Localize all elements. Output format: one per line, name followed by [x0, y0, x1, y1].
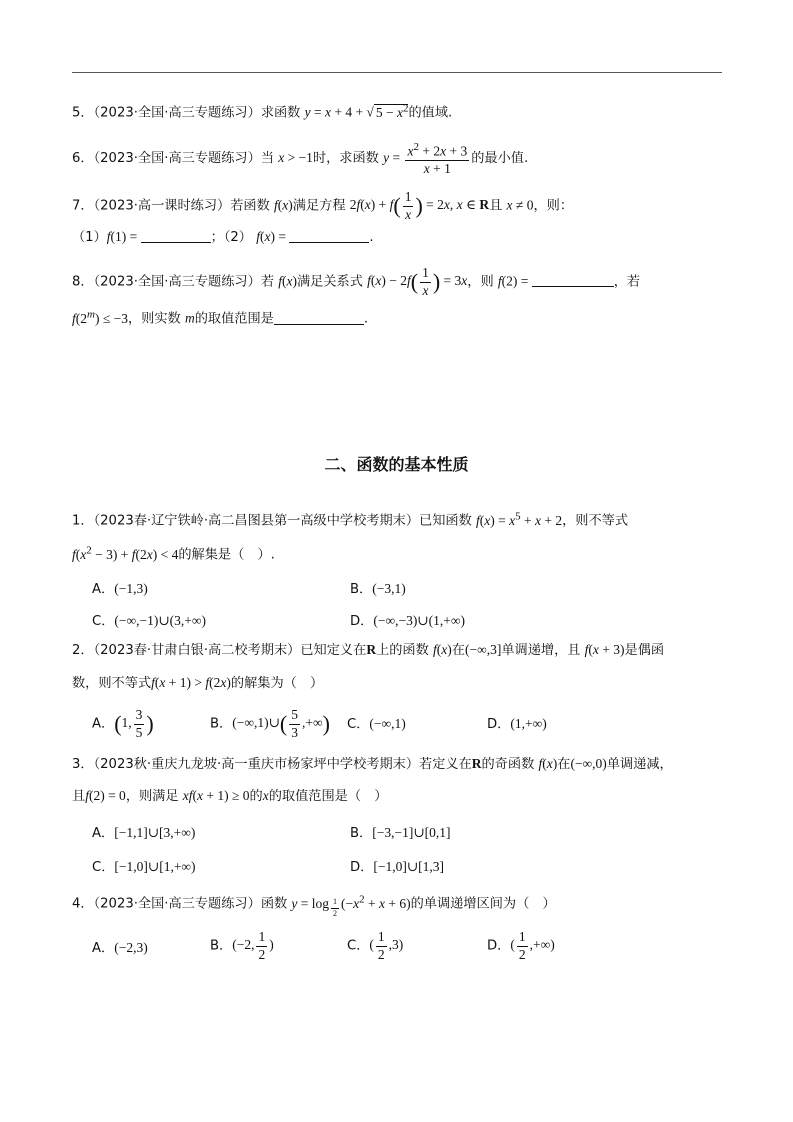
formula: x > −1 [278, 150, 313, 166]
formula: $f(x^2 - 3) + f(2x) < 4$ [72, 544, 179, 562]
problem-1: 1．（2023春·辽宁铁岭·高二昌图县第一高级中学校考期末）已知函数 $f(x) = x^5 + x + 2$，则不等式 [72, 510, 629, 529]
formula: $f(x) = x^5 + x + 2$ [476, 510, 563, 528]
option-b[interactable]: B．[−3,−1]∪[0,1] [350, 825, 451, 841]
option-a[interactable]: A．(−1,3) [92, 581, 148, 597]
option-b[interactable]: B．(−2, $\frac{1}{2}$ ) [210, 929, 274, 962]
option-a[interactable]: A．(−2,3) [92, 940, 148, 956]
formula: f(x) − 2f( $\frac{1}{x}$ ) = 3x [367, 265, 468, 298]
formula: y = x + 4 + √ $5 - x^2$ [304, 102, 409, 120]
option-c[interactable]: C．(−∞,1) [347, 716, 406, 732]
option-a[interactable]: A．(1, $\frac{3}{5}$ ) [92, 707, 154, 740]
problem-3-line2: 且f(2) = 0，则满足 xf(x + 1) ≥ 0的x的取值范围是（ ） [72, 788, 388, 804]
question-8: 8．（2023·全国·高三专题练习）若 f(x)满足关系式 f(x) − 2f( $\frac{1}{x}$ ) = 3x，则 f(2) = ，若 [72, 265, 641, 298]
formula: f(x + 1) > f(2x) [151, 675, 231, 690]
option-a[interactable]: A．[−1,1]∪[3,+∞) [92, 825, 196, 841]
formula: y = $\frac{x^2 + 2x + 3}{x + 1}$ [383, 141, 468, 177]
formula: 2f(x) + f( $\frac{1}{x}$ ) = 2x, x ∈ R [349, 189, 490, 222]
problem-2: 2．（2023春·甘肃白银·高二校考期末）已知定义在R上的函数 f(x)在(−∞,3]单调递增，且 f(x + 3)是偶函 [72, 642, 665, 658]
option-d[interactable]: D．( $\frac{1}{2}$ ,+∞) [487, 929, 555, 962]
section-heading: 二、函数的基本性质 [324, 455, 469, 474]
formula: y = log $_{\frac{1}{2}}$ $(-x^2 + x + 6)$ [291, 893, 411, 919]
formula: f [274, 197, 278, 213]
header-rule [72, 72, 722, 73]
question-5: 5．（2023·全国·高三专题练习）求函数 y = x + 4 + √ $5 - x^2$的值域. [72, 102, 453, 121]
problem-2-line2: 数，则不等式f(x + 1) > f(2x)的解集为（ ） [72, 675, 324, 691]
option-b[interactable]: B．(−3,1) [350, 581, 406, 597]
answer-blank[interactable] [289, 231, 369, 243]
option-c[interactable]: C．( $\frac{1}{2}$ ,3) [347, 929, 404, 962]
option-d[interactable]: D．(1,+∞) [487, 716, 547, 732]
question-8-line2: $f(2^m) \le -3$，则实数 m的取值范围是 . [72, 308, 369, 327]
problem-1-line2: $f(x^2 - 3) + f(2x) < 4$的解集是（ ）. [72, 544, 275, 563]
option-b[interactable]: B．(−∞,1)∪( $\frac{5}{3}$ ,+∞) [210, 707, 330, 740]
answer-blank[interactable] [141, 231, 211, 243]
formula: $f(2^m) \le -3$ [72, 308, 128, 326]
option-c[interactable]: C．(−∞,−1)∪(3,+∞) [92, 613, 207, 629]
option-d[interactable]: D．[−1,0]∪[1,3] [350, 859, 445, 875]
option-d[interactable]: D．(−∞,−3)∪(1,+∞) [350, 613, 465, 629]
question-7: 7．（2023·高一课时练习）若函数 f(x)满足方程 2f(x) + f( $\frac{1}{x}$ ) = 2x, x ∈ R且 x ≠ 0，则： [72, 189, 574, 222]
question-6: 6．（2023·全国·高三专题练习）当 x > −1时，求函数 y = $\frac{x^2 + 2x + 3}{x + 1}$ 的最小值. [72, 141, 529, 177]
question-7-parts: （1）f(1) = ；（2） f(x) = . [72, 229, 374, 245]
option-c[interactable]: C．[−1,0]∪[1,+∞) [92, 859, 196, 875]
answer-blank[interactable] [532, 275, 614, 287]
problem-4: 4．（2023·全国·高三专题练习）函数 y = log $_{\frac{1}{2}}$ $(-x^2 + x + 6)$的单调递增区间为（ ） [72, 893, 556, 919]
problem-3: 3．（2023秋·重庆九龙坡·高一重庆市杨家坪中学校考期末）若定义在R的奇函数 f(x)在(−∞,0)单调递减， [72, 756, 673, 772]
formula: xf(x + 1) ≥ 0 [182, 788, 250, 803]
answer-blank[interactable] [274, 313, 364, 325]
